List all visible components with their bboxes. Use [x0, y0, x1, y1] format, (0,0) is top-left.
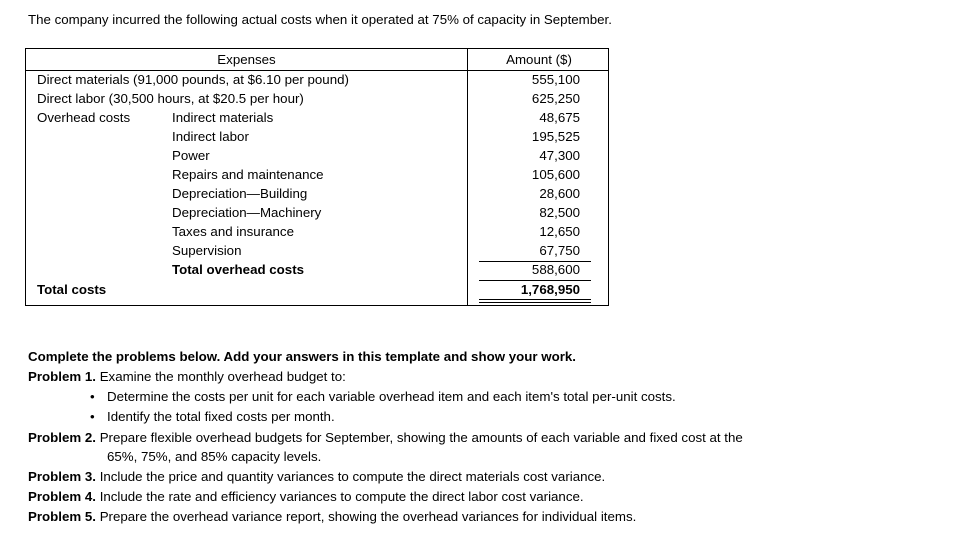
row-sublabel: Taxes and insurance — [172, 224, 294, 239]
problem-1-bullet-2: Identify the total fixed costs per month. — [107, 409, 335, 424]
table-row — [26, 186, 608, 205]
problem-2-text-continued: 65%, 75%, and 85% capacity levels. — [107, 449, 322, 464]
double-underline-bottom — [479, 302, 591, 303]
row-amount: 105,600 — [531, 167, 580, 182]
problem-1-bullet-1: Determine the costs per unit for each variable overhead item and each item's total per-unit costs. — [107, 389, 676, 404]
problem-2-label: Problem 2. — [28, 430, 96, 445]
total-costs-label: Total costs — [37, 282, 107, 297]
row-sublabel: Depreciation—Machinery — [172, 205, 322, 220]
table-row — [26, 205, 608, 224]
table-row — [26, 129, 608, 148]
total-line — [479, 280, 591, 281]
row-amount: 625,250 — [531, 91, 580, 106]
double-underline-top — [479, 299, 591, 300]
row-amount: 195,525 — [531, 129, 580, 144]
row-amount: 47,300 — [539, 148, 580, 163]
problem-4-label: Problem 4. — [28, 489, 96, 504]
header-divider — [26, 70, 608, 71]
problem-4 — [28, 489, 584, 504]
row-amount: 555,100 — [531, 72, 580, 87]
row-amount: 12,650 — [539, 224, 580, 239]
table-row — [26, 262, 608, 281]
row-sublabel: Power — [172, 148, 210, 163]
row-amount: 28,600 — [539, 186, 580, 201]
problem-4-text: Include the rate and efficiency variances to compute the direct labor cost variance. — [99, 489, 584, 504]
row-amount: 67,750 — [539, 243, 580, 258]
problem-1-text: Examine the monthly overhead budget to: — [99, 369, 346, 384]
problem-2-text: Prepare flexible overhead budgets for September, showing the amounts of each variable and fixed cost at the — [99, 430, 743, 445]
actual-costs-table — [25, 48, 609, 306]
table-row — [26, 243, 608, 262]
table-row — [26, 110, 608, 129]
table-row — [26, 148, 608, 167]
row-sublabel: Indirect materials — [172, 110, 274, 125]
row-sublabel: Indirect labor — [172, 129, 249, 144]
row-label: Direct labor (30,500 hours, at $20.5 per hour) — [37, 91, 304, 106]
problem-5-text: Prepare the overhead variance report, showing the overhead variances for individual items. — [99, 509, 637, 524]
problem-1 — [28, 369, 346, 384]
row-label: Overhead costs — [37, 110, 131, 125]
problem-3 — [28, 469, 605, 484]
instructions-intro: Complete the problems below. Add your answers in this template and show your work. — [28, 349, 576, 364]
row-label: Direct materials (91,000 pounds, at $6.10 per pound) — [37, 72, 349, 87]
row-amount: 82,500 — [539, 205, 580, 220]
problem-3-text: Include the price and quantity variances to compute the direct materials cost variance. — [99, 469, 606, 484]
table-row — [26, 167, 608, 186]
problem-1-label: Problem 1. — [28, 369, 96, 384]
total-overhead-label: Total overhead costs — [172, 262, 305, 277]
bullet-icon: • — [90, 409, 95, 424]
row-sublabel: Depreciation—Building — [172, 186, 308, 201]
problem-5-label: Problem 5. — [28, 509, 96, 524]
header-amount: Amount ($) — [506, 52, 572, 67]
table-row — [26, 72, 608, 91]
table-row — [26, 91, 608, 110]
header-expenses: Expenses — [217, 52, 276, 67]
bullet-icon: • — [90, 389, 95, 404]
row-amount: 48,675 — [539, 110, 580, 125]
problem-5 — [28, 509, 636, 524]
problem-2 — [28, 430, 743, 445]
intro-text: The company incurred the following actual costs when it operated at 75% of capacity in September. — [28, 12, 612, 27]
row-sublabel: Repairs and maintenance — [172, 167, 324, 182]
problem-3-label: Problem 3. — [28, 469, 96, 484]
table-row — [26, 224, 608, 243]
total-overhead-amount: 588,600 — [531, 262, 580, 277]
row-sublabel: Supervision — [172, 243, 242, 258]
total-costs-amount: 1,768,950 — [520, 282, 580, 297]
